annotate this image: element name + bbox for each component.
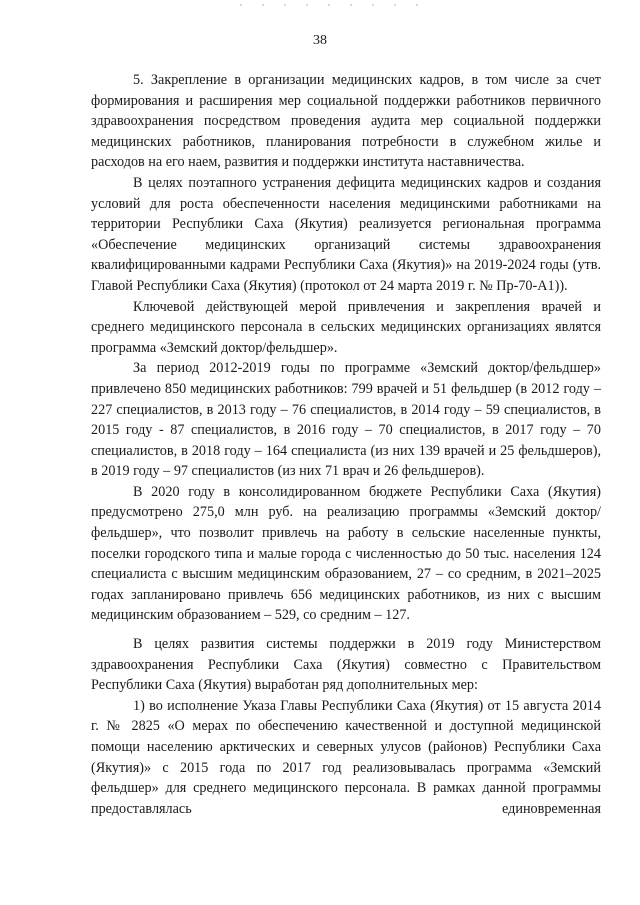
paragraph-regional-program: В целях поэтапного устранения дефицита медицинских кадров и создания условий для роста обеспеченности населения медицинскими работниками на территории Республики Саха (Якутия) реализуется региональная программа «Обеспечение медицинских организаций системы здравоохранения квалифицированными кадрами Республики Саха (Якутия)» на 2019-2024 годы (утв. Главой Республики Саха (Якутия) (протокол от 24 марта 2019 г. № Пр-70-А1)). bbox=[91, 174, 601, 294]
scan-artifact bbox=[240, 4, 430, 6]
page-number: 38 bbox=[313, 33, 327, 48]
paragraph-measure-1: 1) во исполнение Указа Главы Республики Саха (Якутия) от 15 августа 2014 г. № 2825 «О мерах по обеспечению качественной и доступной медицинской помощи населению арктических и северных улусов (районов) Республики Саха (Якутия)» с 2015 года по 2017 год реализовывалась программа «Земский фельдшер» для среднего медицинского персонала. В рамках данной программы предоставлялась единовременная bbox=[91, 697, 601, 817]
paragraph-key-measure: Ключевой действующей мерой привлечения и закрепления врачей и среднего медицинского персонала в сельских медицинских организациях являтся программа «Земский доктор/фельдшер». bbox=[91, 298, 601, 356]
paragraph-item-5-retention: 5. Закрепление в организации медицинских кадров, в том числе за счет формирования и расширения мер социальной поддержки работников первичного здравоохранения посредством проведения аудита мер социальной поддержки медицинских работников, планирования потребности в служебном жилье и расходов на его наем, развития и поддержки института наставничества. bbox=[91, 72, 601, 171]
paragraph-2012-2019-results: За период 2012-2019 годы по программе «Земский доктор/фельдшер» привлечено 850 медицинских работников: 799 врачей и 51 фельдшер (в 2012 году – 227 специалистов, в 2013 году – 76 специалистов, в 2014 году – 59 специалистов, в 2015 году - 87 специалистов, в 2016 году – 70 специалистов, в 2017 году – 70 специалистов, в 2018 году – 164 специалиста (из них 139 врачей и 25 фельдшеров), в 2019 году – 97 специалистов (из них 71 врач и 26 фельдшеров). bbox=[91, 360, 601, 480]
document-body bbox=[91, 70, 601, 819]
paragraph-additional-measures: В целях развития системы поддержки в 2019 году Министерством здравоохранения Республики Саха (Якутия) совместно с Правительством Республики Саха (Якутия) выработан ряд дополнительных мер: bbox=[91, 636, 601, 694]
paragraph-2020-budget: В 2020 году в консолидированном бюджете Республики Саха (Якутия) предусмотрено 275,0 млн руб. на реализацию программы «Земский доктор/фельдшер», что позволит привлечь на работу в сельские населенные пункты, поселки городского типа и малые города с численностью до 50 тыс. населения 124 специалиста с высшим медицинским образованием, 27 – со средним, в 2021–2025 годах запланировано привлечь 656 медицинских работников, из них с высшим медицинским образованием – 529, со средним – 127. bbox=[91, 483, 601, 624]
